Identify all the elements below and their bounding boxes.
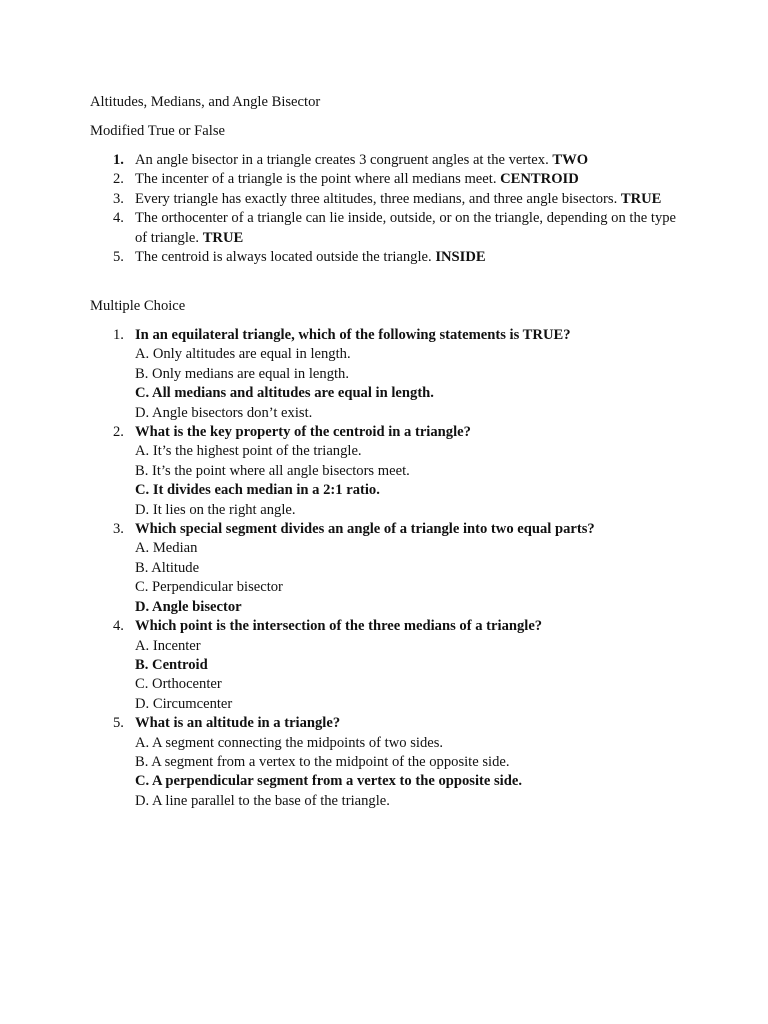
mc-question-item [90, 714, 680, 811]
mc-question-item [90, 423, 680, 520]
question-number: 2. [113, 424, 124, 441]
item-statement: Every triangle has exactly three altitudes, three medians, and three angle bisectors. [135, 190, 618, 207]
question-number: 3. [113, 521, 124, 538]
item-answer: TRUE [202, 229, 244, 246]
true-false-item [90, 209, 680, 248]
true-false-list [90, 151, 680, 267]
item-number: 1. [113, 152, 124, 168]
question-number: 5. [113, 715, 124, 732]
option-b: B. Altitude [135, 559, 200, 576]
true-false-item [90, 190, 680, 209]
item-number: 5. [113, 249, 124, 266]
option-b: B. It’s the point where all angle bisectors meet. [135, 462, 410, 479]
question-text: Which point is the intersection of the three medians of a triangle? [135, 618, 543, 635]
option-c: C. Perpendicular bisector [135, 579, 283, 596]
option-c: C. All medians and altitudes are equal in length. [135, 385, 434, 402]
item-statement: An angle bisector in a triangle creates 3 congruent angles at the vertex. [135, 152, 549, 168]
question-number: 1. [113, 327, 124, 343]
item-statement: The centroid is always located outside the triangle. [135, 249, 432, 266]
item-statement: The orthocenter of a triangle can lie inside, outside, or on the triangle, depending on the type of triangle. [135, 210, 677, 246]
question-text: What is the key property of the centroid in a triangle? [135, 424, 471, 441]
true-false-heading: Modified True or False [90, 123, 225, 139]
question-text: What is an altitude in a triangle? [135, 715, 341, 732]
item-number: 2. [113, 171, 124, 188]
mc-question-item [90, 326, 680, 423]
option-d: D. Circumcenter [135, 695, 233, 712]
option-a: A. Median [135, 540, 198, 557]
item-answer: TWO [552, 152, 589, 168]
item-statement: The incenter of a triangle is the point where all medians meet. [135, 171, 497, 188]
item-number: 4. [113, 210, 124, 227]
question-text: In an equilateral triangle, which of the following statements is TRUE? [135, 327, 571, 343]
document-title: Altitudes, Medians, and Angle Bisector [90, 94, 321, 110]
item-number: 3. [113, 190, 124, 207]
multiple-choice-heading: Multiple Choice [90, 298, 186, 314]
true-false-item [90, 151, 680, 170]
true-false-item [90, 170, 680, 189]
option-b: B. A segment from a vertex to the midpoint of the opposite side. [135, 753, 510, 770]
item-answer: TRUE [620, 190, 662, 207]
option-b: B. Only medians are equal in length. [135, 365, 349, 382]
option-c: C. Orthocenter [135, 676, 222, 693]
option-d: D. A line parallel to the base of the triangle. [135, 792, 390, 809]
true-false-item [90, 248, 680, 267]
option-a: A. Only altitudes are equal in length. [135, 346, 351, 363]
option-d: D. Angle bisector [135, 598, 242, 615]
option-c: C. It divides each median in a 2:1 ratio. [135, 482, 380, 499]
question-text: Which special segment divides an angle of a triangle into two equal parts? [135, 521, 595, 538]
option-a: A. It’s the highest point of the triangle. [135, 443, 362, 460]
option-a: A. A segment connecting the midpoints of two sides. [135, 734, 444, 751]
question-number: 4. [113, 618, 124, 635]
option-a: A. Incenter [135, 637, 201, 654]
item-answer: CENTROID [500, 171, 579, 188]
option-d: D. It lies on the right angle. [135, 501, 296, 518]
option-c: C. A perpendicular segment from a vertex to the opposite side. [135, 773, 522, 790]
option-b: B. Centroid [135, 656, 208, 673]
mc-question-item [90, 617, 680, 714]
item-answer: INSIDE [435, 249, 486, 266]
option-d: D. Angle bisectors don’t exist. [135, 404, 313, 421]
mc-question-item [90, 520, 680, 617]
multiple-choice-list [90, 326, 680, 811]
